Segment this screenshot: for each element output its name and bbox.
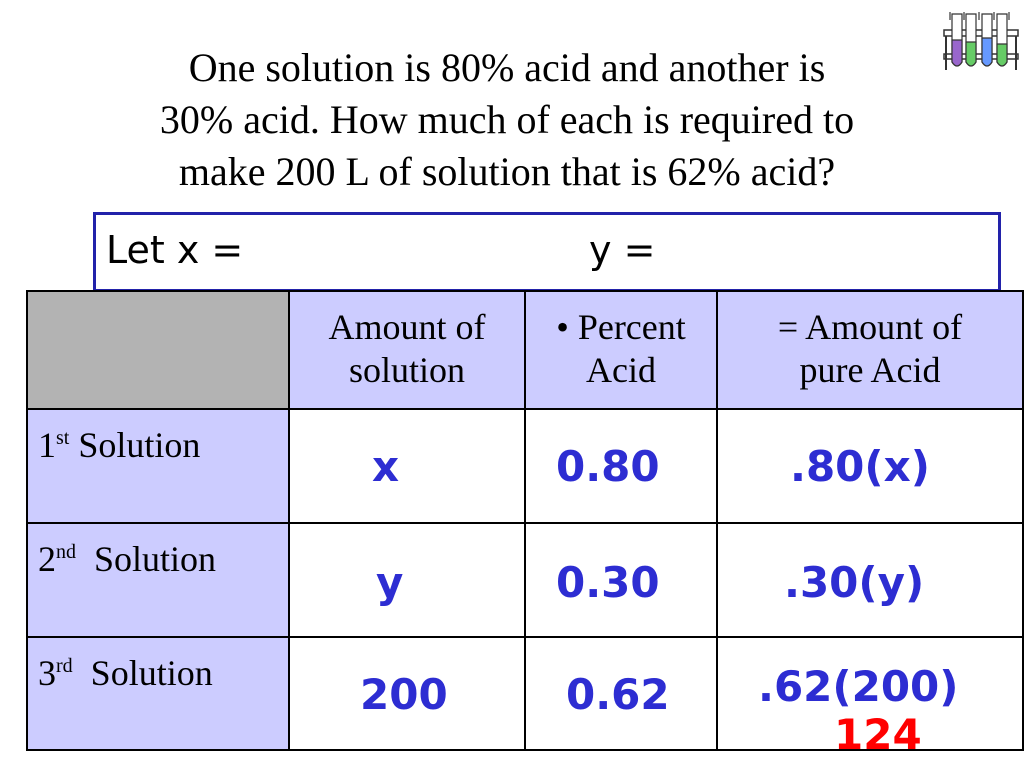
pure-acid-result: 124 — [834, 710, 922, 759]
row-2-percent-value: 0.30 — [556, 558, 660, 607]
row-3-pure-value: .62(200) — [758, 662, 959, 711]
row-label-1st-solution — [26, 408, 290, 524]
let-x-label: Let x = — [106, 228, 244, 272]
header-amount-line-2: solution — [348, 350, 465, 391]
row-1-amount-value: x — [372, 442, 400, 491]
row-3-label: Solution — [72, 653, 213, 693]
row-3-number: 3 — [38, 653, 56, 693]
header-amount-of-solution — [288, 290, 526, 410]
header-percent-acid — [524, 290, 718, 410]
row-1-label: Solution — [69, 425, 201, 465]
test-tubes-icon — [942, 10, 1020, 72]
row-3-ordinal: rd — [56, 655, 73, 677]
question-line-3: make 200 L of solution that is 62% acid? — [178, 149, 836, 194]
row-2-amount-cell — [288, 522, 526, 638]
row-2-number: 2 — [38, 539, 56, 579]
header-amount-pure-acid — [716, 290, 1024, 410]
row-1-pure-value: .80(x) — [790, 442, 930, 491]
header-percent-line-2: Acid — [586, 350, 656, 391]
header-pure-line-1: = Amount of — [777, 307, 963, 347]
header-percent-line-1: • Percent — [556, 307, 686, 347]
row-2-amount-value: y — [376, 558, 404, 607]
variable-definition-box — [93, 212, 1001, 292]
row-1-percent-value: 0.80 — [556, 442, 660, 491]
row-2-label: Solution — [76, 539, 217, 579]
let-y-label: y = — [589, 228, 656, 272]
row-3-percent-value: 0.62 — [566, 670, 670, 719]
header-amount-line-1: Amount of — [328, 307, 486, 347]
row-label-3rd-solution — [26, 636, 290, 751]
question-text — [40, 42, 974, 198]
row-2-pure-value: .30(y) — [784, 558, 925, 607]
row-1-ordinal: st — [56, 427, 70, 449]
header-pure-line-2: pure Acid — [799, 350, 941, 391]
question-line-2: 30% acid. How much of each is required to — [159, 97, 855, 142]
question-line-1: One solution is 80% acid and another is — [188, 45, 826, 90]
row-label-2nd-solution — [26, 522, 290, 638]
row-2-ordinal: nd — [56, 541, 76, 563]
row-1-number: 1 — [38, 425, 56, 465]
table-corner-cell — [26, 290, 290, 410]
row-3-amount-value: 200 — [360, 670, 448, 719]
row-1-amount-cell — [288, 408, 526, 524]
